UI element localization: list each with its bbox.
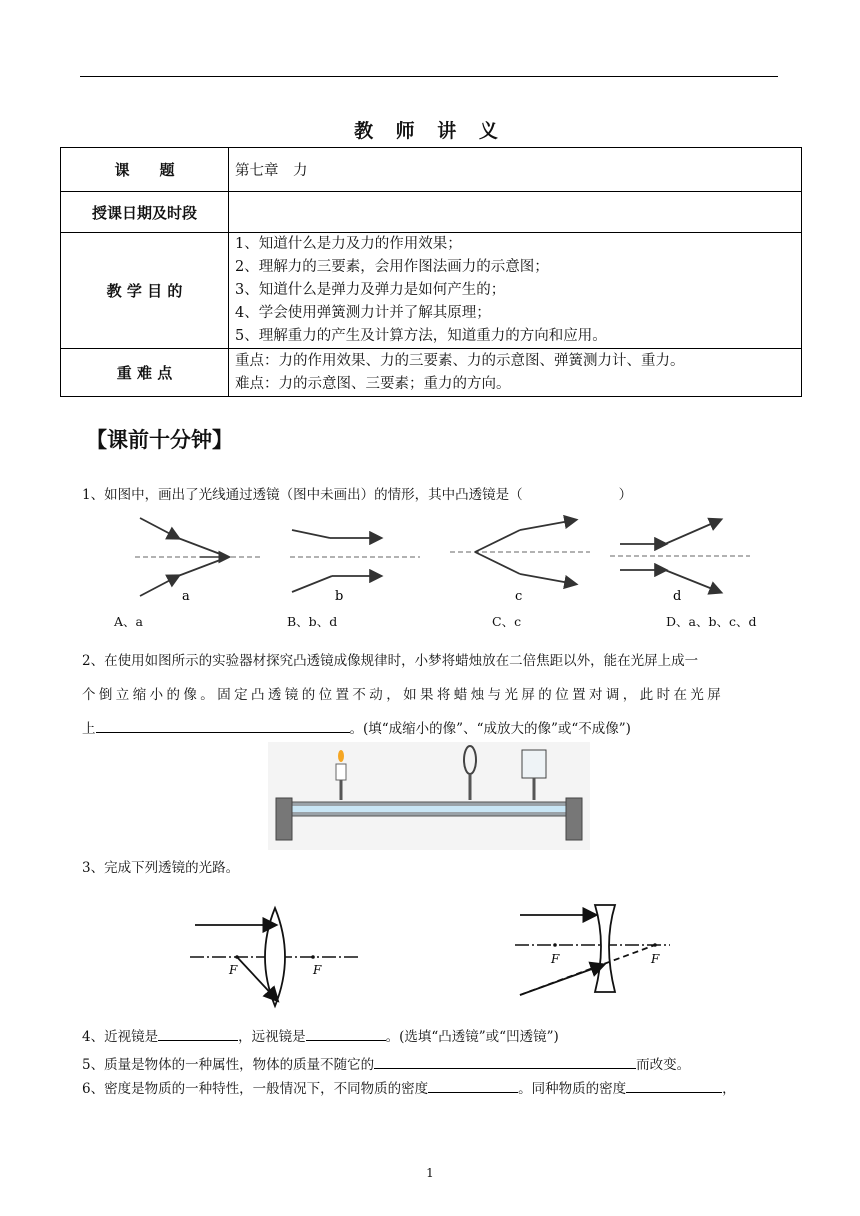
subject-label: 课 题 xyxy=(61,148,229,192)
question-1 xyxy=(82,485,632,505)
q3-lens-diagrams xyxy=(185,900,685,1010)
goals-label: 教 学 目 的 xyxy=(61,233,229,349)
table-row xyxy=(61,148,802,192)
option-d[interactable]: D、a、b、c、d xyxy=(666,614,757,629)
optical-bench-figure xyxy=(268,742,590,850)
answer-blank[interactable] xyxy=(523,485,619,499)
answer-blank[interactable] xyxy=(96,718,350,733)
focus-label-left: F xyxy=(229,963,238,977)
key-points-label: 重 难 点 xyxy=(61,349,229,397)
goal-item: 5、理解重力的产生及计算方法，知道重力的方向和应用。 xyxy=(235,328,607,344)
question-4: 4、近视镜是 ，远视镜是 。(选填“凸透镜”或“凹透镜”) xyxy=(82,1026,559,1047)
question-5: 5、质量是物体的一种属性，物体的质量不随它的 而改变。 xyxy=(82,1054,690,1075)
header-rule xyxy=(80,76,778,77)
fig-label-d: d xyxy=(673,589,682,604)
page-title: 教 师 讲 义 xyxy=(354,120,506,142)
answer-blank[interactable] xyxy=(374,1054,636,1069)
question-6: 6、密度是物质的一种特性，一般情况下，不同物质的密度 。同种物质的密度 ， xyxy=(82,1078,736,1099)
question-1-close: ） xyxy=(618,487,633,503)
subject-value: 第七章 力 xyxy=(229,148,802,192)
answer-blank[interactable] xyxy=(428,1078,518,1093)
fig-label-b: b xyxy=(335,589,344,604)
goal-item: 3、知道什么是弹力及弹力是如何产生的； xyxy=(235,282,506,298)
question-1-text: 1、如图中，画出了光线通过透镜（图中未画出）的情形，其中凸透镜是（ xyxy=(82,487,523,503)
question-3: 3、完成下列透镜的光路。 xyxy=(82,860,240,876)
difficult-point: 难点：力的示意图、三要素；重力的方向。 xyxy=(235,375,511,392)
page-number: 1 xyxy=(426,1166,434,1180)
convex-lens-diagram xyxy=(190,908,360,1006)
goals-cell xyxy=(229,233,802,349)
option-b[interactable]: B、b、d xyxy=(287,614,338,629)
ray-diagram-d xyxy=(610,520,750,604)
goal-item: 4、学会使用弹簧测力计并了解其原理； xyxy=(235,305,491,321)
table-row xyxy=(61,192,802,233)
table-row xyxy=(61,349,802,397)
table-row xyxy=(61,233,802,349)
fig-label-a: a xyxy=(182,589,190,604)
question-2-line3: 上 。(填“成缩小的像”、“成放大的像”或“不成像”) xyxy=(82,712,782,746)
answer-blank[interactable] xyxy=(626,1078,722,1093)
answer-blank[interactable] xyxy=(306,1026,386,1041)
focus-label-right-2: F xyxy=(651,952,660,966)
option-a[interactable]: A、a xyxy=(114,614,143,629)
date-label: 授课日期及时段 xyxy=(61,192,229,233)
section-title: 【课前十分钟】 xyxy=(86,428,233,452)
key-points-cell xyxy=(229,349,802,397)
key-point: 重点：力的作用效果、力的三要素、力的示意图、弹簧测力计、重力。 xyxy=(235,352,685,369)
goal-item: 2、理解力的三要素，会用作图法画力的示意图； xyxy=(235,259,549,275)
date-value xyxy=(229,192,802,233)
option-c[interactable]: C、c xyxy=(492,614,522,629)
goal-item: 1、知道什么是力及力的作用效果； xyxy=(235,236,462,252)
ray-diagram-a xyxy=(135,518,260,604)
answer-blank[interactable] xyxy=(158,1026,238,1041)
q1-ray-diagrams xyxy=(120,510,800,610)
question-2 xyxy=(82,644,782,746)
question-2-line2: 个倒立缩小的像。固定凸透镜的位置不动，如果将蜡烛与光屏的位置对调，此时在光屏 xyxy=(82,687,725,703)
focus-label-left-2: F xyxy=(551,952,560,966)
ray-diagram-c xyxy=(450,520,590,604)
question-2-line1: 2、在使用如图所示的实验器材探究凸透镜成像规律时，小梦将蜡烛放在二倍焦距以外，能在光屏上成一 xyxy=(82,653,699,669)
concave-lens-diagram xyxy=(515,905,670,995)
ray-diagram-b xyxy=(290,530,420,604)
lesson-info-table xyxy=(60,147,802,397)
focus-label-right: F xyxy=(313,963,322,977)
fig-label-c: c xyxy=(515,589,523,604)
